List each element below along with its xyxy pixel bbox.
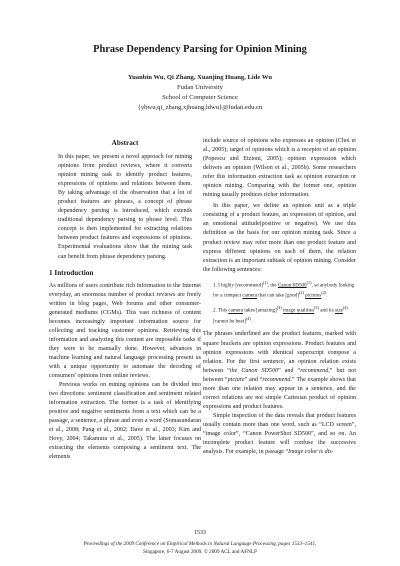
abstract-text: In this paper, we present a novel approach for mining opinions from product reviews, where it converts opinion mining task to identify product features, expressions of opinions and relations between them. By taking advantage of the observation that a lot of product features are phrases, a concept of phrase dependency parsing is introduced, which extends traditional dependency parsing to phrase level. This concept is then implemented for extracting relations between product features and expressions of opinions. Experimental evaluations show that the mining task can benefit from phrase dependency parsing.	[58, 154, 192, 260]
footer-location: Singapore, 6-7 August 2009. © 2009 ACL and AFNLP	[143, 548, 257, 555]
page-number: 1533	[194, 530, 206, 536]
example-sentence-1: 1. I highly [recommend]$^{(1)}$, the Canon SD500$^{(1)}$, so anybody looking for a compact camera that can take [good]$^{(2)}$ pictures$^{(2)}$.	[213, 279, 355, 300]
affiliation-school: School of Computer Science	[162, 94, 238, 101]
right-column	[203, 137, 356, 457]
intro-paragraph-2: Previous works on mining opinions can be divided into two directions: sentiment classification and sentiment related information extraction. The former is a task of identifying positive and negative sentiments from a text which can be a passage, a sentence, a phrase and even a word (Somasundaran et al., 2008; Pang et al., 2002; Dave et al., 2003; Kim and Hovy, 2004; Takamura et al., 2005). The latter focuses on extracting the elements composing a sentiment text. The elements	[49, 382, 201, 461]
left-column	[49, 138, 201, 463]
example-sentence-2: 2. This camera takes [amazing]$^{(3)}$ image qualities$^{(3)}$ and its size$^{(4)}$ [cannot be beat]$^{(4)}$.	[213, 305, 348, 325]
author-email: {ybwu,qi_zhang,xjhuang,ldwu}@fudan.edu.cn	[137, 104, 263, 111]
affiliation-university: Fudan University	[177, 84, 223, 91]
right-paragraph-4: Simple inspection of the data reveals that product features usually contain more than one word, such as “LCD screen”, “image color”, “Canon PowerShot SD500”, and so on. An incomplete product feature will confuse the successive analysis. For example, in passage “Image color is dis-	[203, 412, 356, 456]
right-paragraph-1: include source of opinions who expresses an opinion (Choi et al., 2005); target of opinions which is a receptor of an opinion (Popescu and Etzioni, 2005); opinion expression which delivers an opinion (Wilson et al., 2005b). Some researchers refer this information extraction task as opinion extraction or opinion mining. Comparing with the former one, opinion mining usually produces richer information.	[203, 138, 356, 199]
proceedings-footer	[0, 541, 400, 556]
paper-title: Phrase Dependency Parsing for Opinion Mining	[93, 44, 307, 55]
abstract-heading: Abstract	[111, 139, 139, 147]
right-paragraph-2: In this paper, we define an opinion unit as a triple consisting of a product feature, an expression of opinion, and an emotional attitude(positive or negative). We use this definition as the basis for our opinion mining task. Since a product review may refer more than one product feature and express different opinions on each of them, the relation extraction is an important subtask of opinion mining. Consider the following sentences:	[203, 203, 356, 273]
right-paragraph-3: The phrases underlined are the product features, marked with square brackets are opinion expressions. Product features and opinion expressions with identical superscript compose a relation. For the first sentence, an opinion relation exists between “the Canon SD500” and “recommend,” but not between “picture” and “recommend.” The example shows that more than one relation may appear in a sentence, and the correct relations are not simple Cartesian product of opinion expressions and product features.	[203, 331, 357, 410]
abstract-body	[49, 153, 201, 262]
author-names: Yuanbin Wu, Qi Zhang, Xuanjing Huang, Lide Wu	[127, 74, 273, 81]
example-sentences	[203, 279, 356, 326]
footer-venue: Proceedings of the 2009 Conference on Empirical Methods in Natural Language Processing, pages 1533–1541,	[83, 541, 317, 547]
introduction-heading: 1 Introduction	[49, 268, 94, 277]
author-block	[0, 73, 400, 113]
intro-paragraph-1: As millions of users contribute rich information to the Internet everyday, an enormous number of product reviews are freely written in blog pages, Web forums and other consumer-generated mediums (CGMs). This vast richness of content becomes increasingly important information source for collecting and tracking customer opinions. Retrieving this information and analyzing this content are impossible tasks if they were to be manually done. However, advances in machine learning and natural language processing present us with a unique opportunity to automate the decoding of consumers' opinions from online reviews.	[49, 282, 201, 380]
